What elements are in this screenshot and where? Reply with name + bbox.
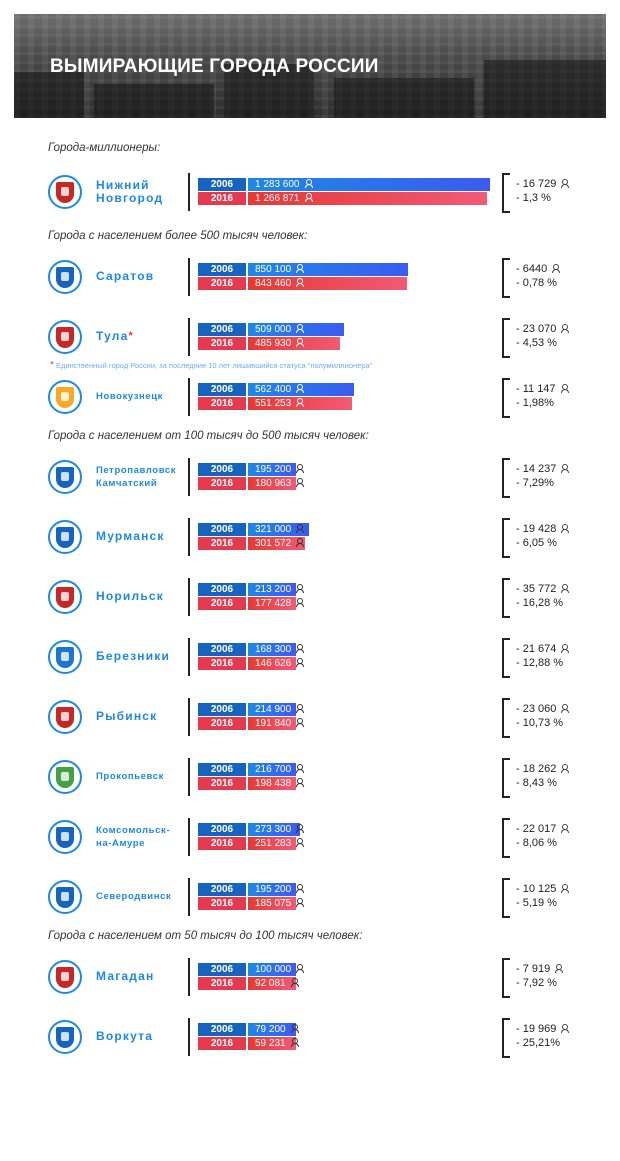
person-icon [296,838,303,847]
city-row [0,757,620,797]
population-change: - 14 237 [516,462,568,476]
delta-bracket [502,258,510,298]
year-label: 2016 [198,192,246,205]
population-value: 191 840 [255,717,303,730]
population-value: 1 283 600 [255,178,312,191]
city-name-line: Березники [96,649,171,663]
delta-bracket [502,518,510,558]
divider [188,318,190,356]
person-icon [296,718,303,727]
population-change: - 10 125 [516,882,568,896]
city-name-line: Саратов [96,269,155,283]
person-icon [561,764,568,773]
percent-change: - 7,92 % [516,977,557,989]
population-change: - 21 674 [516,642,568,656]
year-label: 2016 [198,337,246,350]
city-name-line: Петропавловск [96,465,177,476]
person-icon [296,398,303,407]
person-icon [296,464,303,473]
city-emblem-icon [48,1020,82,1054]
footnote-text: Единственный город России, за последние 10 лет лишившийся статуса "полумиллионера" [56,361,373,370]
city-name [96,390,184,403]
population-value: 79 200 [255,1023,298,1036]
population-value: 301 572 [255,537,303,550]
divider [188,518,190,556]
city-name-line: Мурманск [96,529,165,543]
population-change: - 11 147 [516,382,568,396]
emblem-shield-icon [56,647,74,668]
footnote [50,360,372,371]
city-emblem-icon [48,820,82,854]
year-label: 2016 [198,477,246,490]
emblem-shield-icon [56,827,74,848]
person-icon [561,704,568,713]
year-label: 2016 [198,597,246,610]
person-icon [296,964,303,973]
footnote-star: * [50,360,54,371]
person-icon [296,764,303,773]
person-icon [296,884,303,893]
city-name [96,824,184,850]
person-icon [555,964,562,973]
delta-bracket [502,698,510,738]
emblem-shield-icon [56,967,74,988]
divider [188,698,190,736]
population-value: 100 000 [255,963,303,976]
city-emblem-icon [48,580,82,614]
divider [188,818,190,856]
percent-change: - 10,73 % [516,717,564,729]
city-name-line: Воркута [96,1029,154,1043]
person-icon [296,598,303,607]
population-value: 59 231 [255,1037,298,1050]
delta-bracket [502,878,510,918]
city-name [96,1030,184,1043]
year-label: 2006 [198,703,246,716]
year-label: 2006 [198,178,246,191]
population-value: 198 438 [255,777,303,790]
person-icon [296,824,303,833]
percent-change: - 5,19 % [516,897,557,909]
delta-bracket [502,1018,510,1058]
population-change: - 19 428 [516,522,568,536]
percent-change: - 12,88 % [516,657,564,669]
percent-change: - 0,78 % [516,277,557,289]
city-name-line: Новгород [96,191,164,205]
emblem-shield-icon [56,1027,74,1048]
delta-bracket [502,578,510,618]
emblem-shield-icon [56,467,74,488]
city-name [96,590,184,603]
person-icon [296,384,303,393]
percent-change: - 7,29% [516,477,554,489]
city-emblem-icon [48,460,82,494]
year-label: 2006 [198,463,246,476]
section-label-100to500k: Города с населением от 100 тысяч до 500 тысяч человек: [48,430,369,442]
year-label: 2006 [198,1023,246,1036]
divider [188,958,190,996]
emblem-shield-icon [56,387,74,408]
population-change: - 19 969 [516,1022,568,1036]
city-row [0,457,620,497]
population-value: 214 900 [255,703,303,716]
city-name [96,270,184,283]
city-row [0,377,620,417]
year-label: 2016 [198,1037,246,1050]
delta-bracket [502,818,510,858]
population-value: 185 075 [255,897,303,910]
city-name-line: Тула* [96,329,134,343]
city-name-line: Рыбинск [96,709,158,723]
person-icon [291,1038,298,1047]
year-label: 2006 [198,643,246,656]
person-icon [296,524,303,533]
city-name-line: Норильск [96,589,164,603]
person-icon [296,338,303,347]
year-label: 2006 [198,523,246,536]
percent-change: - 1,98% [516,397,554,409]
year-label: 2006 [198,263,246,276]
population-change: - 6440 [516,262,559,276]
population-value: 273 300 [255,823,303,836]
year-label: 2016 [198,897,246,910]
city-name [96,970,184,983]
emblem-shield-icon [56,327,74,348]
person-icon [291,1024,298,1033]
section-label-millionaires: Города-миллионеры: [48,142,161,154]
divider [188,258,190,296]
person-icon [552,264,559,273]
percent-change: - 16,28 % [516,597,564,609]
city-emblem-icon [48,520,82,554]
city-emblem-icon [48,700,82,734]
year-label: 2016 [198,657,246,670]
population-change: - 16 729 [516,177,568,191]
population-value: 177 428 [255,597,303,610]
year-label: 2016 [198,977,246,990]
population-value: 251 283 [255,837,303,850]
emblem-shield-icon [56,707,74,728]
city-row [0,697,620,737]
section-label-over500k: Города с населением более 500 тысяч человек: [48,230,308,242]
emblem-shield-icon [56,267,74,288]
divider [188,578,190,616]
delta-bracket [502,378,510,418]
delta-bracket [502,958,510,998]
population-change: - 18 262 [516,762,568,776]
emblem-shield-icon [56,887,74,908]
city-row [0,517,620,557]
year-label: 2016 [198,717,246,730]
divider [188,878,190,916]
year-label: 2006 [198,323,246,336]
year-label: 2006 [198,583,246,596]
city-name [96,530,184,543]
year-label: 2006 [198,883,246,896]
city-emblem-icon [48,640,82,674]
divider [188,758,190,796]
population-value: 213 200 [255,583,303,596]
percent-change: - 8,06 % [516,837,557,849]
delta-bracket [502,318,510,358]
year-label: 2016 [198,777,246,790]
person-icon [296,778,303,787]
year-label: 2006 [198,383,246,396]
population-value: 1 266 871 [255,192,312,205]
year-label: 2016 [198,837,246,850]
city-emblem-icon [48,320,82,354]
divider [188,1018,190,1056]
population-value: 195 200 [255,883,303,896]
city-name [96,330,184,343]
emblem-shield-icon [56,527,74,548]
year-label: 2006 [198,823,246,836]
city-row [0,637,620,677]
city-row [0,877,620,917]
city-emblem-icon [48,880,82,914]
emblem-shield-icon [56,182,74,203]
population-change: - 23 060 [516,702,568,716]
city-name-line: Нижний [96,178,150,192]
person-icon [296,704,303,713]
page-title: ВЫМИРАЮЩИЕ ГОРОДА РОССИИ [50,56,379,77]
city-row [0,257,620,297]
city-emblem-icon [48,380,82,414]
person-icon [296,644,303,653]
person-icon [296,898,303,907]
city-name [96,890,184,903]
person-icon [296,584,303,593]
population-change: - 35 772 [516,582,568,596]
population-value: 509 000 [255,323,303,336]
person-icon [296,538,303,547]
header-banner [14,14,606,118]
population-change: - 7 919 [516,962,562,976]
emblem-shield-icon [56,767,74,788]
population-value: 562 400 [255,383,303,396]
percent-change: - 6,05 % [516,537,557,549]
population-value: 168 300 [255,643,303,656]
city-row [0,577,620,617]
person-icon [296,324,303,333]
population-value: 551 253 [255,397,303,410]
person-icon [561,464,568,473]
city-name-line: Северодвинск [96,891,172,902]
person-icon [561,1024,568,1033]
city-emblem-icon [48,960,82,994]
city-name-line: Прокопьевск [96,771,164,782]
population-value: 216 700 [255,763,303,776]
person-icon [561,824,568,833]
population-value: 92 081 [255,977,298,990]
percent-change: - 8,43 % [516,777,557,789]
city-name [96,650,184,663]
delta-bracket [502,458,510,498]
emblem-shield-icon [56,587,74,608]
city-emblem-icon [48,175,82,209]
person-icon [561,179,568,188]
divider [188,173,190,211]
person-icon [296,478,303,487]
person-icon [561,644,568,653]
population-value: 485 930 [255,337,303,350]
person-icon [305,193,312,202]
person-icon [296,658,303,667]
person-icon [561,584,568,593]
city-name [96,179,184,205]
population-value: 195 200 [255,463,303,476]
footnote-star-mark: * [128,330,134,342]
person-icon [561,884,568,893]
percent-change: - 25,21% [516,1037,561,1049]
year-label: 2016 [198,277,246,290]
population-change: - 23 070 [516,322,568,336]
person-icon [296,278,303,287]
section-label-50to100k: Города с населением от 50 тысяч до 100 тысяч человек: [48,930,363,942]
delta-bracket [502,173,510,213]
percent-change: - 4,53 % [516,337,557,349]
city-row [0,172,620,212]
population-change: - 22 017 [516,822,568,836]
population-value: 146 626 [255,657,303,670]
divider [188,638,190,676]
city-emblem-icon [48,760,82,794]
city-name [96,464,184,490]
divider [188,458,190,496]
city-row [0,317,620,357]
year-label: 2006 [198,763,246,776]
year-label: 2016 [198,537,246,550]
city-name [96,770,184,783]
delta-bracket [502,758,510,798]
city-name-line: Магадан [96,969,155,983]
delta-bracket [502,638,510,678]
city-emblem-icon [48,260,82,294]
city-name-line: на-Амуре [96,838,145,849]
city-name-line: Комсомольск- [96,825,171,836]
city-name-line: Новокузнецк [96,391,164,402]
percent-change: - 1,3 % [516,192,551,204]
city-row [0,957,620,997]
population-value: 850 100 [255,263,303,276]
city-row [0,1017,620,1057]
person-icon [305,179,312,188]
city-row [0,817,620,857]
divider [188,378,190,416]
person-icon [561,524,568,533]
population-value: 180 963 [255,477,303,490]
city-name [96,710,184,723]
person-icon [291,978,298,987]
person-icon [561,324,568,333]
population-value: 321 000 [255,523,303,536]
person-icon [296,264,303,273]
year-label: 2016 [198,397,246,410]
year-label: 2006 [198,963,246,976]
person-icon [561,384,568,393]
population-value: 843 460 [255,277,303,290]
city-name-line: Камчатский [96,478,158,489]
